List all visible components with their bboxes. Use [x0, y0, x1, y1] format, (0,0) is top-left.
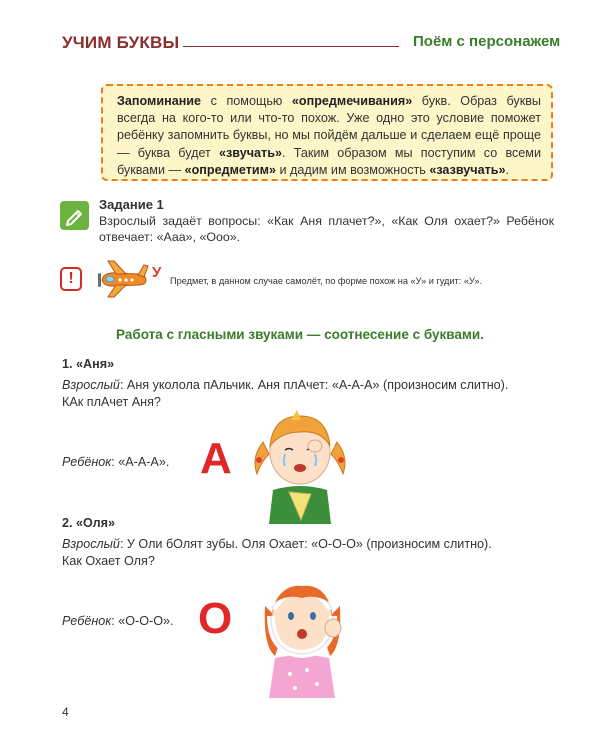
example1-child-label: Ребёнок [62, 455, 112, 469]
crying-girl-illustration [245, 402, 355, 524]
exclamation-icon: ! [60, 267, 82, 291]
example1-adult-question: КАк плАчет Аня? [62, 395, 161, 409]
task-title: Задание 1 [99, 197, 164, 212]
task-text: Взрослый задаёт вопросы: «Как Аня плачет?», «Как Оля охает?» Ребёнок отвечает: «Ааа», «Ооо». [99, 214, 554, 244]
letter-u: У [152, 264, 162, 281]
example1-title: 1. «Аня» [62, 357, 115, 371]
example1-child-line [62, 453, 169, 471]
example2-adult-line [62, 535, 542, 553]
section-title: Работа с гласными звуками — соотнесение с буквами. [116, 327, 484, 342]
intro-text-4: и дадим им возможность [275, 162, 430, 177]
example1-letter: А [200, 434, 232, 483]
page-number: 4 [62, 705, 69, 719]
example2-child-text: : «О-О-О». [111, 614, 174, 628]
example2-name: «Оля» [76, 516, 116, 530]
example2-child-line [62, 612, 174, 630]
intro-bold-5: «зазвучать» [429, 162, 506, 177]
example1-child-text: : «А-А-А». [111, 455, 170, 469]
intro-bold-4: «опредметим» [184, 162, 276, 177]
intro-bold-2: «опредмечивания» [291, 94, 413, 108]
example1-adult-line [62, 376, 542, 394]
example2-adult-label: Взрослый [62, 537, 120, 551]
intro-bold-3: «звучать» [219, 145, 282, 160]
warning-text: Предмет, в данном случае самолёт, по форме похож на «У» и гудит: «У». [170, 276, 483, 286]
example1-name: «Аня» [76, 357, 115, 371]
airplane-illustration [94, 258, 152, 298]
intro-text-2: букв. Образ буквы всегда на кого-то или что-то похож. Уже одно это условие поможет ребёнку запомнить буквы, но мы пойдём дальше и сделаем ещё проще — буква будет [117, 94, 541, 160]
example1-number: 1 [62, 357, 70, 371]
example2-number: 2 [62, 516, 70, 530]
intro-text-5: . [505, 162, 510, 177]
intro-text-1: с помощью [201, 94, 292, 108]
chapter-title: УЧИМ БУКВЫ [62, 33, 180, 52]
example2-letter: О [198, 594, 233, 643]
toothache-girl-illustration [245, 566, 360, 698]
example1-adult-text: : Аня уколола пАльчик. Аня плАчет: «А-А-А» (произносим слитно). [119, 378, 509, 392]
intro-bold-1: Запоминание [117, 94, 202, 108]
header-divider [183, 46, 399, 47]
example2-adult-question: Как Охает Оля? [62, 554, 155, 568]
pencil-icon [60, 201, 89, 230]
example2-child-label: Ребёнок [62, 614, 112, 628]
section-heading: Поём с персонажем [413, 33, 561, 50]
example1-adult-label: Взрослый [62, 378, 120, 392]
example2-title: 2. «Оля» [62, 516, 116, 530]
intro-text-3: . Таким образом мы поступим со всеми буквами — [117, 145, 541, 177]
intro-note-box [101, 84, 553, 181]
example2-adult-text: : У Оли бОлят зубы. Оля Охает: «О-О-О» (произносим слитно). [119, 537, 492, 551]
